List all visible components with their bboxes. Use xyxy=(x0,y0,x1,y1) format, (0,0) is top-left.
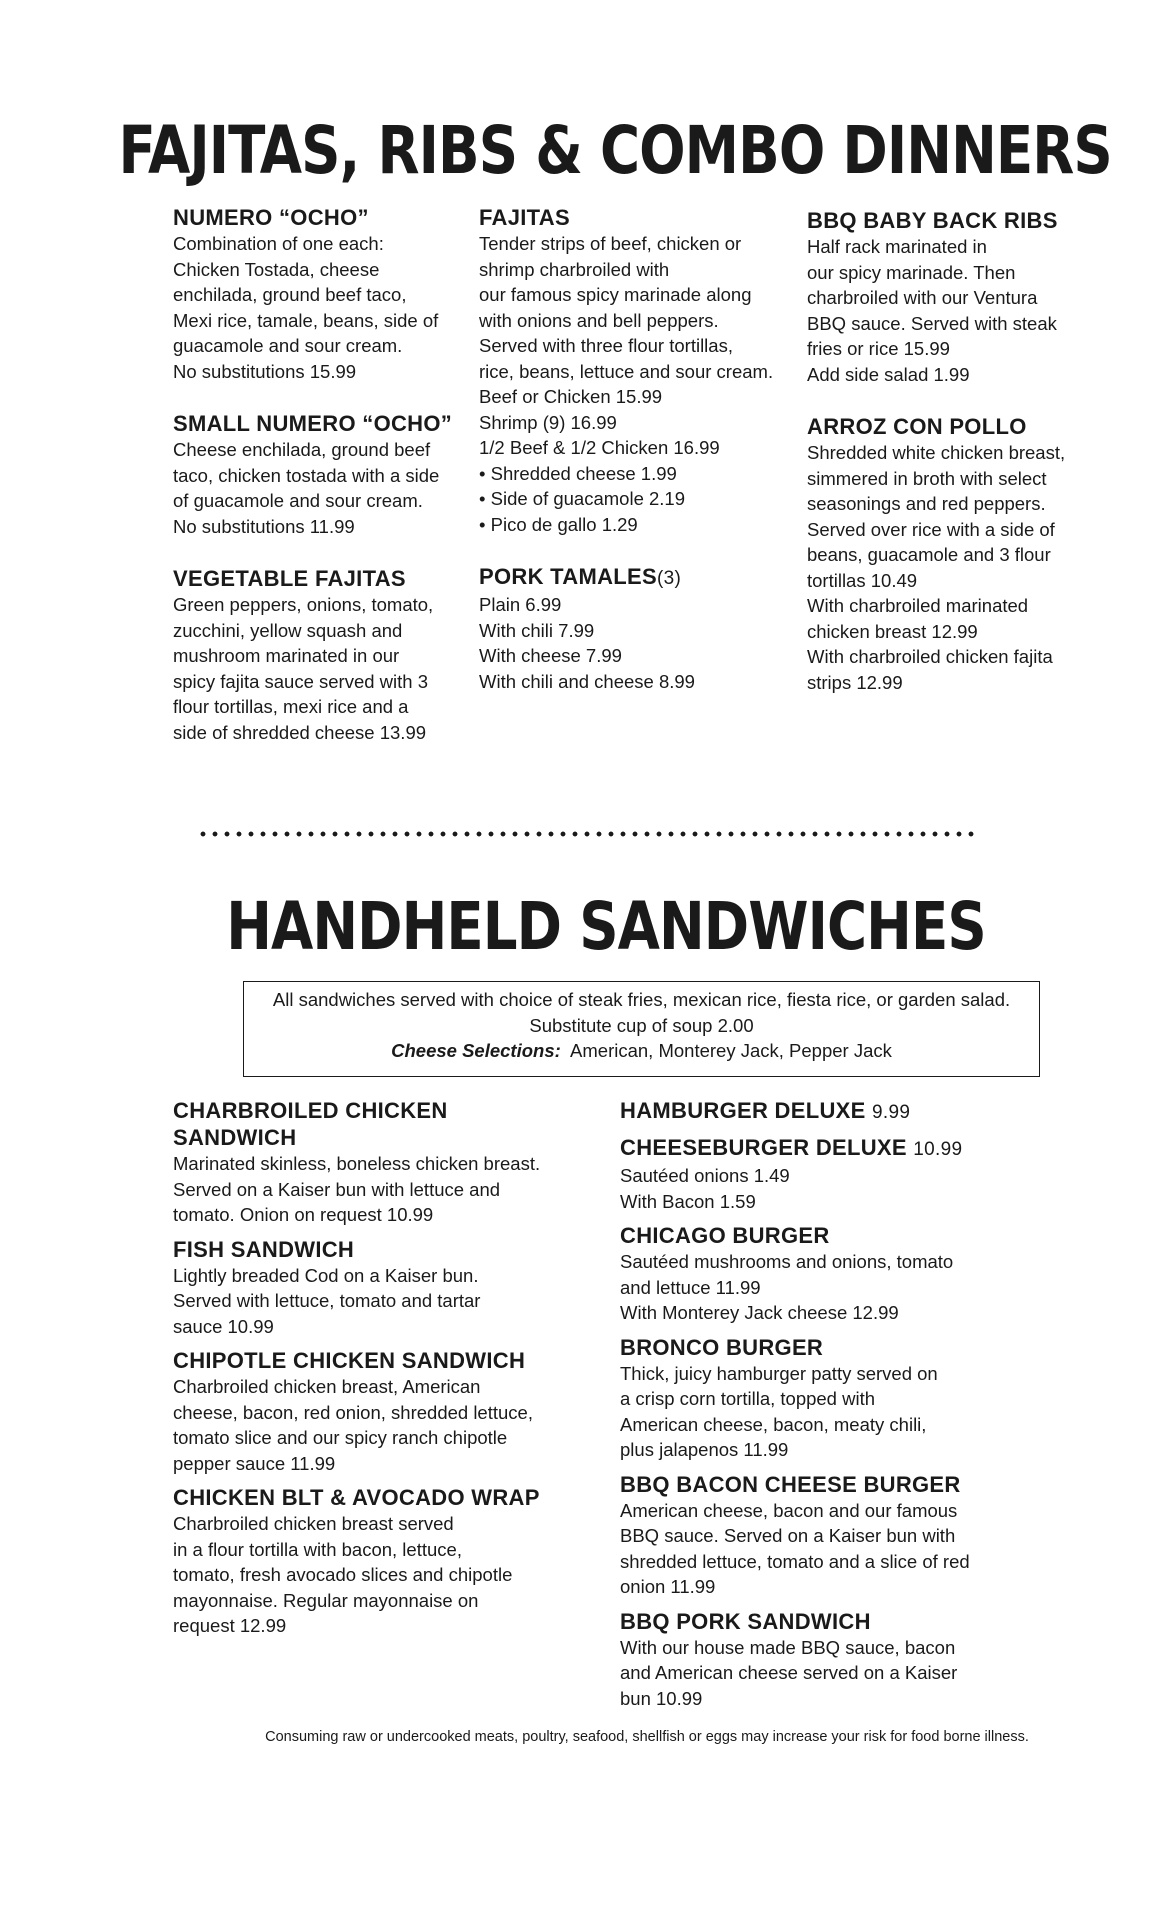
menu-item-name-suffix: 9.99 xyxy=(872,1102,911,1123)
menu-item-line: Served with lettuce, tomato and tartar xyxy=(173,1290,481,1311)
menu-item-name xyxy=(173,1484,573,1511)
sandwich-column-2 xyxy=(620,1097,1040,1719)
menu-item xyxy=(479,204,789,537)
menu-item-line: mayonnaise. Regular mayonnaise on xyxy=(173,1589,479,1611)
menu-item-line: guacamole and sour cream. xyxy=(173,335,403,356)
fajitas-column-1 xyxy=(173,204,455,771)
menu-item-line: With chili 7.99 xyxy=(479,619,595,641)
menu-item-name xyxy=(173,1236,573,1263)
menu-item-line: mushroom marinated in our xyxy=(173,645,400,666)
menu-item-line: tomato slice and our spicy ranch chipotle xyxy=(173,1427,508,1448)
menu-item-line: tomato. Onion on request 10.99 xyxy=(173,1204,434,1225)
menu-item-line: With Monterey Jack cheese 12.99 xyxy=(620,1302,899,1323)
menu-item-line: Tender strips of beef, chicken or xyxy=(479,233,742,254)
menu-item-name xyxy=(173,204,455,231)
menu-item-line: shrimp charbroiled with xyxy=(479,258,670,280)
menu-item-line: Beef or Chicken 15.99 xyxy=(479,386,663,407)
menu-item-line: in a flour tortilla with bacon, lettuce, xyxy=(173,1538,462,1560)
menu-item-name xyxy=(173,1347,573,1374)
menu-item-line: Served over rice with a side of xyxy=(807,518,1055,540)
menu-item-line: With Bacon 1.59 xyxy=(620,1190,756,1212)
menu-item-line: beans, guacamole and 3 flour xyxy=(807,544,1051,565)
menu-item xyxy=(807,413,1087,695)
fajitas-section-title: FAJITAS, RIBS & COMBO DINNERS xyxy=(118,112,1112,189)
menu-item-line: Thick, juicy hamburger patty served on xyxy=(620,1362,938,1384)
menu-item-line: simmered in broth with select xyxy=(807,467,1047,489)
menu-item-line: 1/2 Beef & 1/2 Chicken 16.99 xyxy=(479,437,720,458)
menu-item-name xyxy=(620,1222,1040,1249)
menu-item-line: BBQ sauce. Served on a Kaiser bun with xyxy=(620,1525,956,1546)
menu-item-line: chicken breast 12.99 xyxy=(807,620,978,642)
menu-item-name-text: NUMERO “OCHO” xyxy=(173,205,369,230)
fajitas-column-2 xyxy=(479,204,789,720)
menu-item-name-suffix: 10.99 xyxy=(913,1139,963,1160)
menu-item-name-text: CHEESEBURGER DELUXE xyxy=(620,1135,907,1160)
menu-item-name-text: PORK TAMALES xyxy=(479,564,657,589)
menu-item-line: Shrimp (9) 16.99 xyxy=(479,411,617,433)
menu-item-name-text: BBQ BABY BACK RIBS xyxy=(807,208,1058,233)
menu-item-line: pepper sauce 11.99 xyxy=(173,1452,336,1474)
menu-item-line: zucchini, yellow squash and xyxy=(173,619,403,641)
menu-item-name xyxy=(620,1608,1040,1635)
menu-item-line: onion 11.99 xyxy=(620,1576,716,1597)
menu-item-line: side of shredded cheese 13.99 xyxy=(173,721,427,743)
menu-item xyxy=(620,1134,1040,1214)
menu-item-line: With cheese 7.99 xyxy=(479,645,622,666)
menu-item-line: Charbroiled chicken breast, American xyxy=(173,1376,481,1397)
menu-item-name-text: FISH SANDWICH xyxy=(173,1236,355,1262)
menu-item-name-text: BBQ BACON CHEESE BURGER xyxy=(620,1471,961,1497)
menu-item xyxy=(173,1347,573,1476)
menu-item-name-text: SMALL NUMERO “OCHO” xyxy=(173,411,453,436)
menu-item-name xyxy=(807,413,1087,440)
menu-item-line: flour tortillas, mexi rice and a xyxy=(173,696,409,717)
menu-item-line: Cheese enchilada, ground beef xyxy=(173,439,431,460)
menu-item xyxy=(620,1471,1040,1600)
notice-cheese-line xyxy=(244,1038,1039,1064)
menu-item-name-text: HAMBURGER DELUXE xyxy=(620,1098,866,1123)
fajitas-column-3 xyxy=(807,207,1087,721)
menu-item-name-text: VEGETABLE FAJITAS xyxy=(173,566,406,591)
menu-item xyxy=(620,1608,1040,1712)
menu-item-line: tortillas 10.49 xyxy=(807,569,918,591)
menu-item-line: enchilada, ground beef taco, xyxy=(173,284,407,305)
menu-item-line: taco, chicken tostada with a side xyxy=(173,464,440,486)
menu-item-name-text: FAJITAS xyxy=(479,205,570,230)
menu-item-line: BBQ sauce. Served with steak xyxy=(807,312,1057,334)
menu-item xyxy=(173,204,455,384)
menu-item-line: With chili and cheese 8.99 xyxy=(479,670,695,692)
sandwich-column-1 xyxy=(173,1097,573,1647)
menu-item-line: and American cheese served on a Kaiser xyxy=(620,1662,958,1683)
menu-item xyxy=(620,1334,1040,1463)
menu-item-line: Green peppers, onions, tomato, xyxy=(173,594,434,615)
menu-item-line: sauce 10.99 xyxy=(173,1315,274,1337)
menu-item-line: Shredded white chicken breast, xyxy=(807,442,1066,463)
menu-item-name xyxy=(620,1471,1040,1498)
menu-item-line: fries or rice 15.99 xyxy=(807,338,950,359)
menu-item-line: No substitutions 11.99 xyxy=(173,515,355,537)
food-safety-disclaimer: Consuming raw or undercooked meats, poultry, seafood, shellfish or eggs may increase your risk for food borne illness. xyxy=(265,1729,1029,1745)
menu-item-line: our famous spicy marinade along xyxy=(479,284,752,305)
menu-item-line: shredded lettuce, tomato and a slice of red xyxy=(620,1550,970,1572)
menu-item-line: charbroiled with our Ventura xyxy=(807,287,1038,308)
menu-item-line: American cheese, bacon, meaty chili, xyxy=(620,1413,927,1435)
menu-item-line: request 12.99 xyxy=(173,1615,287,1636)
menu-item-line: American cheese, bacon and our famous xyxy=(620,1499,958,1521)
menu-item xyxy=(173,1484,573,1639)
menu-item xyxy=(807,207,1087,387)
menu-item-name xyxy=(173,1097,573,1151)
menu-item-line: With charbroiled marinated xyxy=(807,595,1029,616)
menu-item-line: Sautéed mushrooms and onions, tomato xyxy=(620,1251,954,1272)
sandwich-notice-box xyxy=(243,981,1040,1077)
menu-item-name-text: CHICKEN BLT & AVOCADO WRAP xyxy=(173,1485,540,1510)
menu-item-name-text: BBQ PORK SANDWICH xyxy=(620,1608,871,1634)
menu-item xyxy=(173,1236,573,1340)
menu-item-line: tomato, fresh avocado slices and chipotle xyxy=(173,1564,513,1585)
menu-item-name xyxy=(173,410,455,437)
menu-item-name xyxy=(479,563,789,592)
cheese-selections-values: American, Monterey Jack, Pepper Jack xyxy=(570,1040,892,1061)
menu-item-line: of guacamole and sour cream. xyxy=(173,490,423,511)
menu-item-line: Add side salad 1.99 xyxy=(807,363,970,385)
menu-item-name-text: ARROZ CON POLLO xyxy=(807,414,1027,439)
menu-item-name xyxy=(173,565,455,592)
menu-item-line: • Pico de gallo 1.29 xyxy=(479,513,638,535)
menu-item-line: Chicken Tostada, cheese xyxy=(173,258,380,280)
menu-item-line: Mexi rice, tamale, beans, side of xyxy=(173,309,439,331)
menu-item-line: our spicy marinade. Then xyxy=(807,261,1016,283)
menu-item-line: Combination of one each: xyxy=(173,233,384,254)
menu-item-line: • Shredded cheese 1.99 xyxy=(479,462,677,484)
menu-item-line: Charbroiled chicken breast served xyxy=(173,1513,454,1534)
menu-item-line: seasonings and red peppers. xyxy=(807,493,1046,514)
menu-item-line: Served on a Kaiser bun with lettuce and xyxy=(173,1178,501,1200)
menu-item xyxy=(173,565,455,745)
notice-sides-line: All sandwiches served with choice of steak fries, mexican rice, fiesta rice, or garden salad. xyxy=(272,989,1011,1010)
menu-item-line: with onions and bell peppers. xyxy=(479,309,719,331)
menu-item xyxy=(173,410,455,539)
cheese-selections-label: Cheese Selections: xyxy=(391,1040,561,1061)
menu-item-name xyxy=(620,1097,1040,1126)
menu-item-line: Sautéed onions 1.49 xyxy=(620,1165,790,1186)
menu-item-line: With our house made BBQ sauce, bacon xyxy=(620,1636,956,1658)
menu-item-line: spicy fajita sauce served with 3 xyxy=(173,670,429,692)
notice-soup-line: Substitute cup of soup 2.00 xyxy=(529,1014,754,1036)
menu-item-name xyxy=(620,1334,1040,1361)
menu-item xyxy=(479,563,789,694)
menu-item-name-text: CHARBROILED CHICKEN SANDWICH xyxy=(173,1098,448,1150)
menu-item-line: Lightly breaded Cod on a Kaiser bun. xyxy=(173,1264,479,1286)
menu-item-line: a crisp corn tortilla, topped with xyxy=(620,1388,876,1409)
sandwich-section-title: HANDHELD SANDWICHES xyxy=(226,888,986,965)
menu-item-name-text: BRONCO BURGER xyxy=(620,1334,824,1360)
menu-item-line: Half rack marinated in xyxy=(807,236,987,257)
menu-item-line: plus jalapenos 11.99 xyxy=(620,1439,789,1460)
menu-item-line: • Side of guacamole 2.19 xyxy=(479,488,686,509)
menu-item-line: Plain 6.99 xyxy=(479,594,562,615)
menu-item-line: Served with three flour tortillas, xyxy=(479,335,733,356)
menu-item-line: With charbroiled chicken fajita xyxy=(807,646,1053,667)
menu-item-name xyxy=(620,1134,1040,1163)
menu-item-name xyxy=(479,204,789,231)
menu-item xyxy=(620,1097,1040,1126)
menu-item-name-text: CHICAGO BURGER xyxy=(620,1223,830,1248)
menu-item-line: rice, beans, lettuce and sour cream. xyxy=(479,360,774,382)
menu-item-line: strips 12.99 xyxy=(807,671,903,693)
menu-item-line: cheese, bacon, red onion, shredded lettuce, xyxy=(173,1401,533,1423)
menu-item-name-suffix: (3) xyxy=(656,568,682,589)
menu-item xyxy=(620,1222,1040,1326)
menu-item-line: bun 10.99 xyxy=(620,1687,703,1709)
menu-item-line: Marinated skinless, boneless chicken breast. xyxy=(173,1153,541,1174)
menu-item-name xyxy=(807,207,1087,234)
menu-item-line: No substitutions 15.99 xyxy=(173,360,357,382)
dotted-divider xyxy=(197,828,977,840)
menu-item-name-text: CHIPOTLE CHICKEN SANDWICH xyxy=(173,1348,526,1373)
menu-item-line: and lettuce 11.99 xyxy=(620,1276,761,1298)
menu-item xyxy=(173,1097,573,1228)
